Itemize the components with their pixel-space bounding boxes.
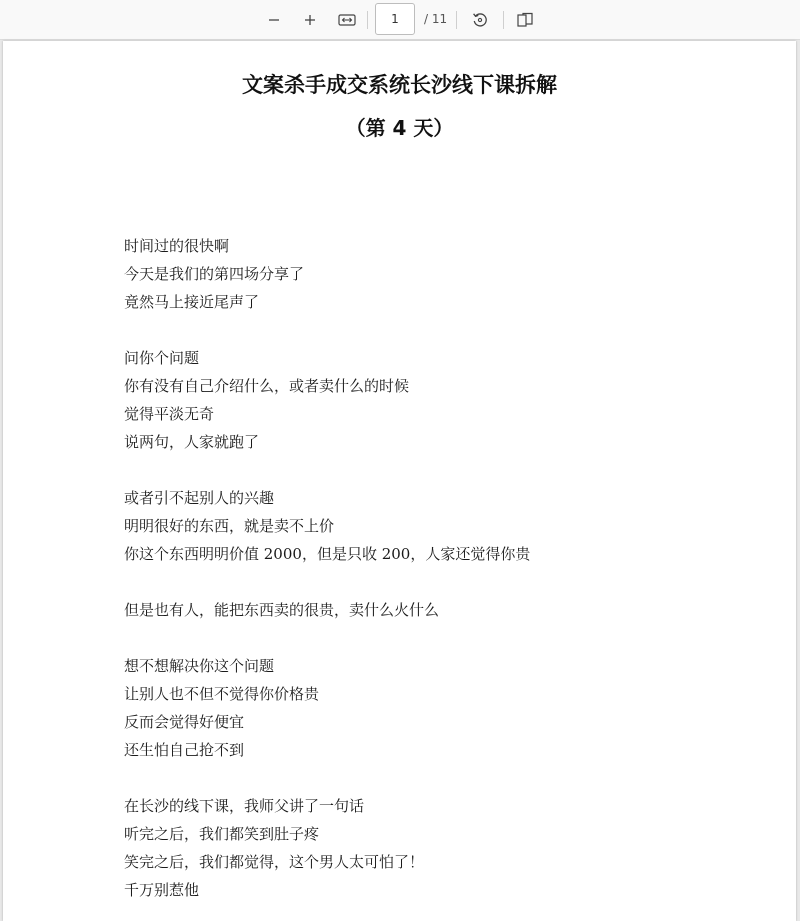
- document-page: [3, 41, 796, 921]
- text-line: 觉得平淡无奇: [124, 405, 215, 423]
- text-line: 今天是我们的第四场分享了: [124, 265, 305, 283]
- text-line: 或者引不起别人的兴趣: [124, 489, 275, 507]
- text-line: 在长沙的线下课，我师父讲了一句话: [124, 797, 365, 815]
- toolbar-divider: [456, 11, 457, 29]
- text-line: 千万别惹他: [124, 881, 200, 899]
- zoom-in-button[interactable]: [298, 8, 322, 32]
- text-line: 想不想解决你这个问题: [124, 657, 275, 675]
- rotate-icon: [471, 11, 489, 29]
- text-line: 说两句，人家就跑了: [124, 433, 260, 451]
- pdf-toolbar: [0, 0, 800, 40]
- text-line: 你这个东西明明价值 2000，但是只收 200，人家还觉得你贵: [124, 545, 531, 563]
- text-line: 时间过的很快啊: [124, 237, 230, 255]
- page-total-label: / 11: [424, 12, 448, 26]
- page-number-input[interactable]: [375, 3, 415, 35]
- document-title: 文案杀手成交系统长沙线下课拆解: [242, 73, 557, 97]
- text-line: 让别人也不但不觉得你价格贵: [124, 685, 320, 703]
- toolbar-divider: [503, 11, 504, 29]
- fit-width-icon: [338, 13, 356, 27]
- blank-line: [124, 568, 744, 596]
- page-view-icon: [516, 12, 534, 28]
- text-line: 你有没有自己介绍什么，或者卖什么的时候: [124, 377, 410, 395]
- text-line: 问你个问题: [124, 349, 200, 367]
- zoom-out-button[interactable]: [262, 8, 286, 32]
- text-line: 但是也有人，能把东西卖的很贵，卖什么火什么: [124, 601, 440, 619]
- text-line: 明明很好的东西，就是卖不上价: [124, 517, 335, 535]
- plus-icon: [303, 13, 317, 27]
- text-line: 反而会觉得好便宜: [124, 713, 245, 731]
- document-body: [124, 232, 744, 904]
- document-subtitle: （第 4 天）: [345, 116, 454, 140]
- text-line: 竟然马上接近尾声了: [124, 293, 260, 311]
- page-view-button[interactable]: [513, 8, 537, 32]
- blank-line: [124, 624, 744, 652]
- blank-line: [124, 456, 744, 484]
- toolbar-divider: [367, 11, 368, 29]
- minus-icon: [267, 13, 281, 27]
- blank-line: [124, 316, 744, 344]
- text-line: 听完之后，我们都笑到肚子疼: [124, 825, 320, 843]
- fit-width-button[interactable]: [335, 8, 359, 32]
- blank-line: [124, 764, 744, 792]
- text-line: 还生怕自己抢不到: [124, 741, 245, 759]
- rotate-button[interactable]: [468, 8, 492, 32]
- text-line: 笑完之后，我们都觉得，这个男人太可怕了！: [124, 853, 425, 871]
